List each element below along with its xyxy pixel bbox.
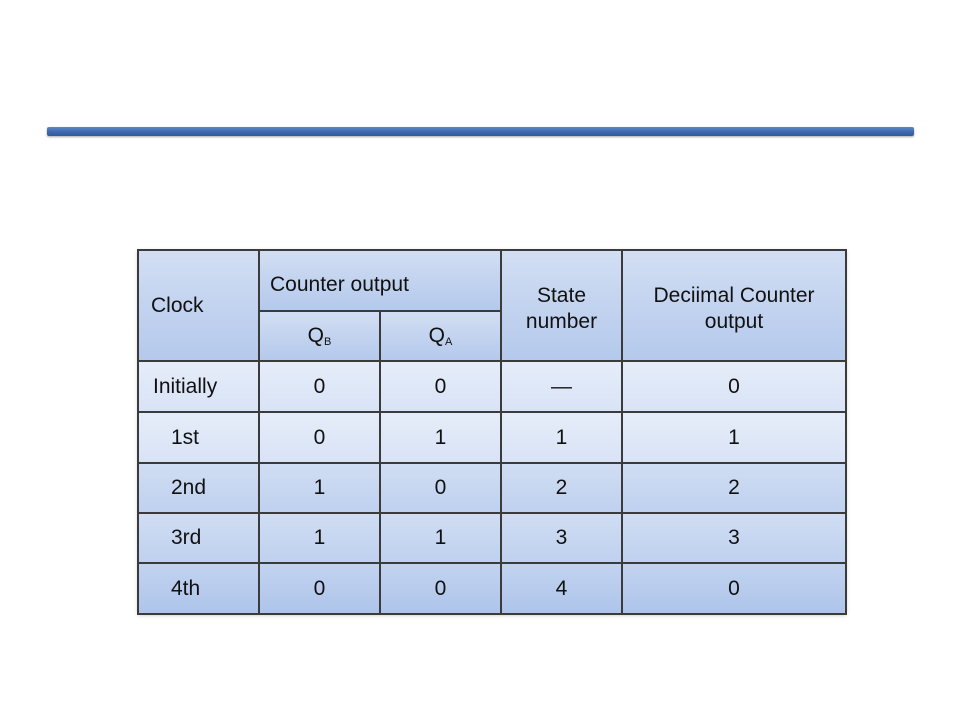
header-counter-output: Counter output — [259, 250, 501, 311]
header-clock: Clock — [138, 250, 259, 361]
cell-qb: 0 — [259, 412, 380, 463]
table-row — [138, 563, 846, 614]
cell-qb: 1 — [259, 513, 380, 563]
cell-clock: 4th — [138, 563, 259, 614]
cell-state-number: 4 — [501, 563, 622, 614]
cell-decimal-output: 3 — [622, 513, 846, 563]
counter-truth-table-container — [137, 249, 845, 613]
cell-decimal-output: 1 — [622, 412, 846, 463]
cell-clock: 2nd — [138, 463, 259, 513]
cell-qb: 1 — [259, 463, 380, 513]
cell-decimal-output: 0 — [622, 361, 846, 412]
cell-state-number: 3 — [501, 513, 622, 563]
table-row — [138, 412, 846, 463]
header-qb-letter: Q — [307, 324, 324, 347]
cell-qa: 0 — [380, 563, 501, 614]
cell-qb: 0 — [259, 563, 380, 614]
table-row — [138, 463, 846, 513]
cell-decimal-output: 0 — [622, 563, 846, 614]
cell-clock: 1st — [138, 412, 259, 463]
header-qa — [380, 311, 501, 361]
cell-state-number: — — [501, 361, 622, 412]
header-qa-letter: Q — [428, 324, 445, 347]
title-rule — [47, 127, 914, 136]
cell-qa: 1 — [380, 412, 501, 463]
cell-state-number: 2 — [501, 463, 622, 513]
cell-clock: Initially — [138, 361, 259, 412]
counter-truth-table — [137, 249, 847, 615]
cell-qa: 1 — [380, 513, 501, 563]
header-state-number: State number — [501, 250, 622, 361]
header-qa-subscript: A — [445, 336, 453, 348]
table-row — [138, 513, 846, 563]
cell-qa: 0 — [380, 361, 501, 412]
cell-state-number: 1 — [501, 412, 622, 463]
cell-clock: 3rd — [138, 513, 259, 563]
header-decimal-counter-output: Deciimal Counter output — [622, 250, 846, 361]
cell-decimal-output: 2 — [622, 463, 846, 513]
header-qb — [259, 311, 380, 361]
cell-qa: 0 — [380, 463, 501, 513]
table-row — [138, 361, 846, 412]
cell-qb: 0 — [259, 361, 380, 412]
header-qb-subscript: B — [324, 336, 332, 348]
